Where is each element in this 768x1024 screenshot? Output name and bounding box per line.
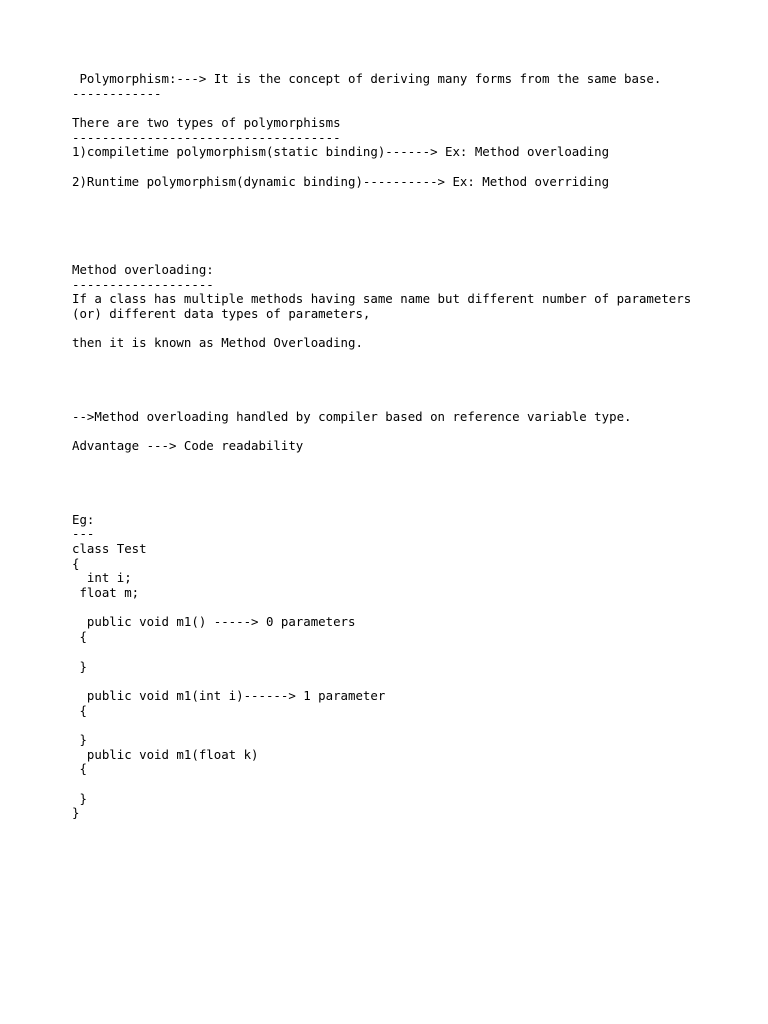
text-line xyxy=(72,777,752,792)
text-line: then it is known as Method Overloading. xyxy=(72,335,363,351)
text-line: Method overloading: xyxy=(72,261,214,277)
text-line xyxy=(72,234,752,249)
text-line xyxy=(72,601,752,616)
text-line xyxy=(72,498,752,513)
text-line: 2)Runtime polymorphism(dynamic binding)----------> Ex: Method overriding xyxy=(72,173,610,189)
text-line xyxy=(72,190,752,205)
text-line: { xyxy=(72,629,87,645)
text-line xyxy=(72,674,752,689)
text-line: } xyxy=(72,731,87,747)
text-line xyxy=(72,425,752,440)
text-line: --- xyxy=(72,526,95,542)
text-line xyxy=(72,219,752,234)
text-line: Polymorphism:---> It is the concept of deriving many forms from the same base. xyxy=(72,71,662,86)
text-line: int i; xyxy=(72,570,132,586)
text-line: float m; xyxy=(72,585,140,601)
text-line xyxy=(72,469,752,484)
text-line xyxy=(72,454,752,469)
text-line: } xyxy=(72,805,80,821)
text-line: { xyxy=(72,702,87,718)
text-line: public void m1(int i)------> 1 parameter xyxy=(72,687,386,703)
text-line: (or) different data types of parameters, xyxy=(72,306,371,321)
text-line: ------------------- xyxy=(72,276,214,292)
text-line xyxy=(72,380,752,395)
text-line: If a class has multiple methods having same name but different number of parameters xyxy=(72,291,692,307)
text-line xyxy=(72,351,752,366)
text-line xyxy=(72,160,752,175)
text-line: Advantage ---> Code readability xyxy=(72,438,304,454)
text-line: ------------ xyxy=(72,85,162,101)
text-line: There are two types of polymorphisms xyxy=(72,115,341,131)
text-line: ------------------------------------ xyxy=(72,129,341,145)
text-line xyxy=(72,395,752,410)
text-line xyxy=(72,248,752,263)
text-line: { xyxy=(72,761,87,777)
text-line: { xyxy=(72,555,80,571)
text-line: Eg: xyxy=(72,511,95,527)
text-line: public void m1(float k) xyxy=(72,746,259,762)
text-line: } xyxy=(72,790,87,806)
text-line: class Test xyxy=(72,541,147,556)
text-line xyxy=(72,204,752,219)
text-line xyxy=(72,322,752,337)
text-line xyxy=(72,483,752,498)
text-line: 1)compiletime polymorphism(static binding)------> Ex: Method overloading xyxy=(72,144,610,160)
text-line xyxy=(72,101,752,116)
document-page xyxy=(72,72,752,821)
text-line xyxy=(72,718,752,733)
text-line: } xyxy=(72,658,87,674)
text-line: public void m1() -----> 0 parameters xyxy=(72,614,356,630)
text-line: -->Method overloading handled by compiler based on reference variable type. xyxy=(72,408,632,424)
text-line xyxy=(72,366,752,381)
text-line xyxy=(72,645,752,660)
